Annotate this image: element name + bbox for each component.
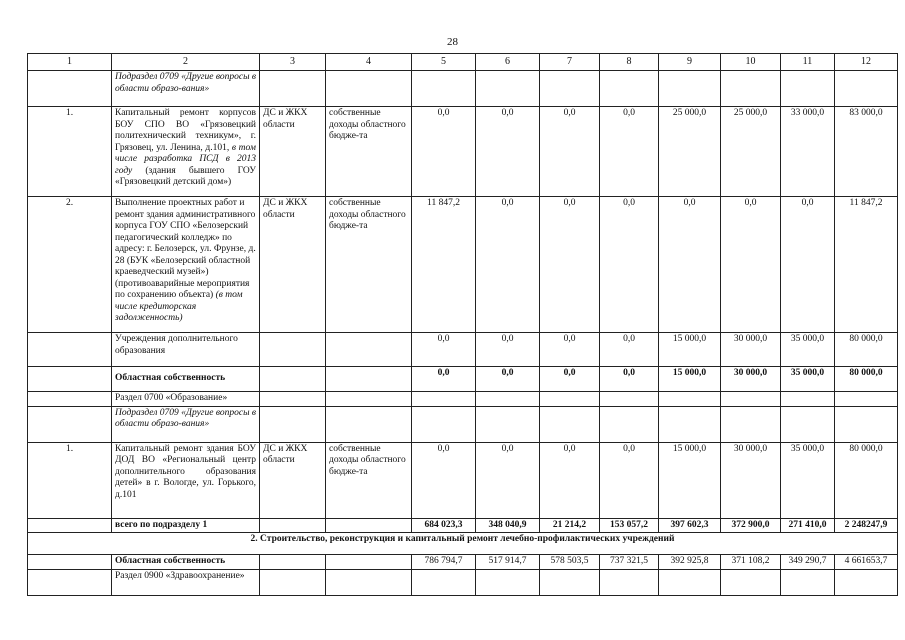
value-cell: 80 000,0: [835, 442, 898, 518]
value-cell: 25 000,0: [721, 107, 781, 197]
value-cell: 392 925,8: [659, 555, 721, 570]
table-row: [28, 367, 898, 392]
value-cell: 15 000,0: [659, 367, 721, 392]
value-cell: 11 847,2: [835, 197, 898, 333]
value-cell: 684 023,3: [412, 518, 476, 533]
page-number: 28: [447, 36, 458, 48]
value-cell: 15 000,0: [659, 333, 721, 367]
col-header: 7: [540, 54, 600, 71]
value-cell: 271 410,0: [781, 518, 835, 533]
table-row: [28, 197, 898, 333]
value-cell: 11 847,2: [412, 197, 476, 333]
col-header: 4: [326, 54, 412, 71]
col-header: 11: [781, 54, 835, 71]
value-cell: 517 914,7: [476, 555, 540, 570]
responsible-body: ДС и ЖКХ области: [260, 107, 326, 197]
column-header-row: [28, 54, 898, 71]
value-cell: 0,0: [412, 442, 476, 518]
table-row: [28, 406, 898, 442]
row-number: 1.: [28, 442, 112, 518]
value-cell: 0,0: [476, 442, 540, 518]
col-header: 1: [28, 54, 112, 71]
row-label: Областная собственность: [112, 555, 260, 570]
value-cell: 397 602,3: [659, 518, 721, 533]
value-cell: 30 000,0: [721, 442, 781, 518]
value-cell: 0,0: [600, 197, 659, 333]
value-cell: 0,0: [540, 333, 600, 367]
value-cell: 15 000,0: [659, 442, 721, 518]
row-label: Учреждения дополнительного образования: [112, 333, 260, 367]
value-cell: 25 000,0: [659, 107, 721, 197]
value-cell: 35 000,0: [781, 333, 835, 367]
value-cell: 80 000,0: [835, 367, 898, 392]
responsible-body: ДС и ЖКХ области: [260, 442, 326, 518]
table-row: [28, 442, 898, 518]
col-header: 6: [476, 54, 540, 71]
value-cell: 371 108,2: [721, 555, 781, 570]
value-cell: 348 040,9: [476, 518, 540, 533]
value-cell: 578 503,5: [540, 555, 600, 570]
value-cell: 0,0: [781, 197, 835, 333]
value-cell: 0,0: [540, 442, 600, 518]
col-header: 8: [600, 54, 659, 71]
row-number: 1.: [28, 107, 112, 197]
subsection-label: Подраздел 0709 «Другие вопросы в области образо-вания»: [112, 406, 260, 442]
table-row: [28, 107, 898, 197]
value-cell: 0,0: [600, 442, 659, 518]
value-cell: 153 057,2: [600, 518, 659, 533]
value-cell: 80 000,0: [835, 333, 898, 367]
table-row: [28, 333, 898, 367]
table-row: [28, 569, 898, 595]
value-cell: 0,0: [540, 107, 600, 197]
value-cell: 0,0: [476, 367, 540, 392]
value-cell: 21 214,2: [540, 518, 600, 533]
funding-source: собственные доходы областного бюдже-та: [326, 107, 412, 197]
value-cell: 0,0: [412, 333, 476, 367]
funding-source: собственные доходы областного бюдже-та: [326, 442, 412, 518]
table-row: [28, 392, 898, 407]
item-description: Выполнение проектных работ и ремонт здания административного корпуса ГОУ СПО «Белозерский педагогический колледж» по адресу: г. Белозерск, ул. Фрунзе, д. 28 (БУК «Белозерский областной краеведческий музей») (противоаварийные мероприятия по сохранению объекта) (в том числе кредиторская задолженность): [112, 197, 260, 333]
value-cell: 0,0: [540, 367, 600, 392]
section-heading: 2. Строительство, реконструкция и капитальный ремонт лечебно-профилактических учреждений: [28, 533, 898, 555]
section-label: Раздел 0900 «Здравоохранение»: [112, 569, 260, 595]
col-header: 10: [721, 54, 781, 71]
funding-source: собственные доходы областного бюдже-та: [326, 197, 412, 333]
value-cell: 0,0: [476, 197, 540, 333]
value-cell: 0,0: [412, 107, 476, 197]
value-cell: 0,0: [476, 107, 540, 197]
col-header: 2: [112, 54, 260, 71]
value-cell: 0,0: [721, 197, 781, 333]
value-cell: 2 248247,9: [835, 518, 898, 533]
row-label: всего по подразделу 1: [112, 518, 260, 533]
value-cell: 33 000,0: [781, 107, 835, 197]
value-cell: 30 000,0: [721, 367, 781, 392]
budget-table: [27, 53, 898, 596]
value-cell: 4 661653,7: [835, 555, 898, 570]
value-cell: 737 321,5: [600, 555, 659, 570]
value-cell: 0,0: [476, 333, 540, 367]
responsible-body: ДС и ЖКХ области: [260, 197, 326, 333]
col-header: 5: [412, 54, 476, 71]
value-cell: 0,0: [600, 333, 659, 367]
table-row: [28, 533, 898, 555]
section-label: Раздел 0700 «Образование»: [112, 392, 260, 407]
table-row: [28, 555, 898, 570]
col-header: 3: [260, 54, 326, 71]
value-cell: 0,0: [659, 197, 721, 333]
value-cell: 0,0: [600, 367, 659, 392]
item-description: Капитальный ремонт корпусов БОУ СПО ВО «Грязовецкий политехнический техникум», г. Грязовец, ул. Ленина, д.101, в том числе разработка ПСД в 2013 году (здания бывшего ГОУ «Грязовецкий детский дом»): [112, 107, 260, 197]
item-description: Капитальный ремонт здания БОУ ДОД ВО «Региональный центр дополнительного образования детей» в г. Вологде, ул. Горького, д.101: [112, 442, 260, 518]
table-row: [28, 518, 898, 533]
value-cell: 786 794,7: [412, 555, 476, 570]
table-row: [28, 71, 898, 107]
value-cell: 349 290,7: [781, 555, 835, 570]
col-header: 9: [659, 54, 721, 71]
subsection-label: Подраздел 0709 «Другие вопросы в области образо-вания»: [112, 71, 260, 107]
value-cell: 0,0: [540, 197, 600, 333]
value-cell: 372 900,0: [721, 518, 781, 533]
row-number: 2.: [28, 197, 112, 333]
value-cell: 0,0: [600, 107, 659, 197]
col-header: 12: [835, 54, 898, 71]
value-cell: 35 000,0: [781, 442, 835, 518]
row-label: Областная собственность: [112, 367, 260, 392]
value-cell: 35 000,0: [781, 367, 835, 392]
value-cell: 30 000,0: [721, 333, 781, 367]
value-cell: 0,0: [412, 367, 476, 392]
value-cell: 83 000,0: [835, 107, 898, 197]
